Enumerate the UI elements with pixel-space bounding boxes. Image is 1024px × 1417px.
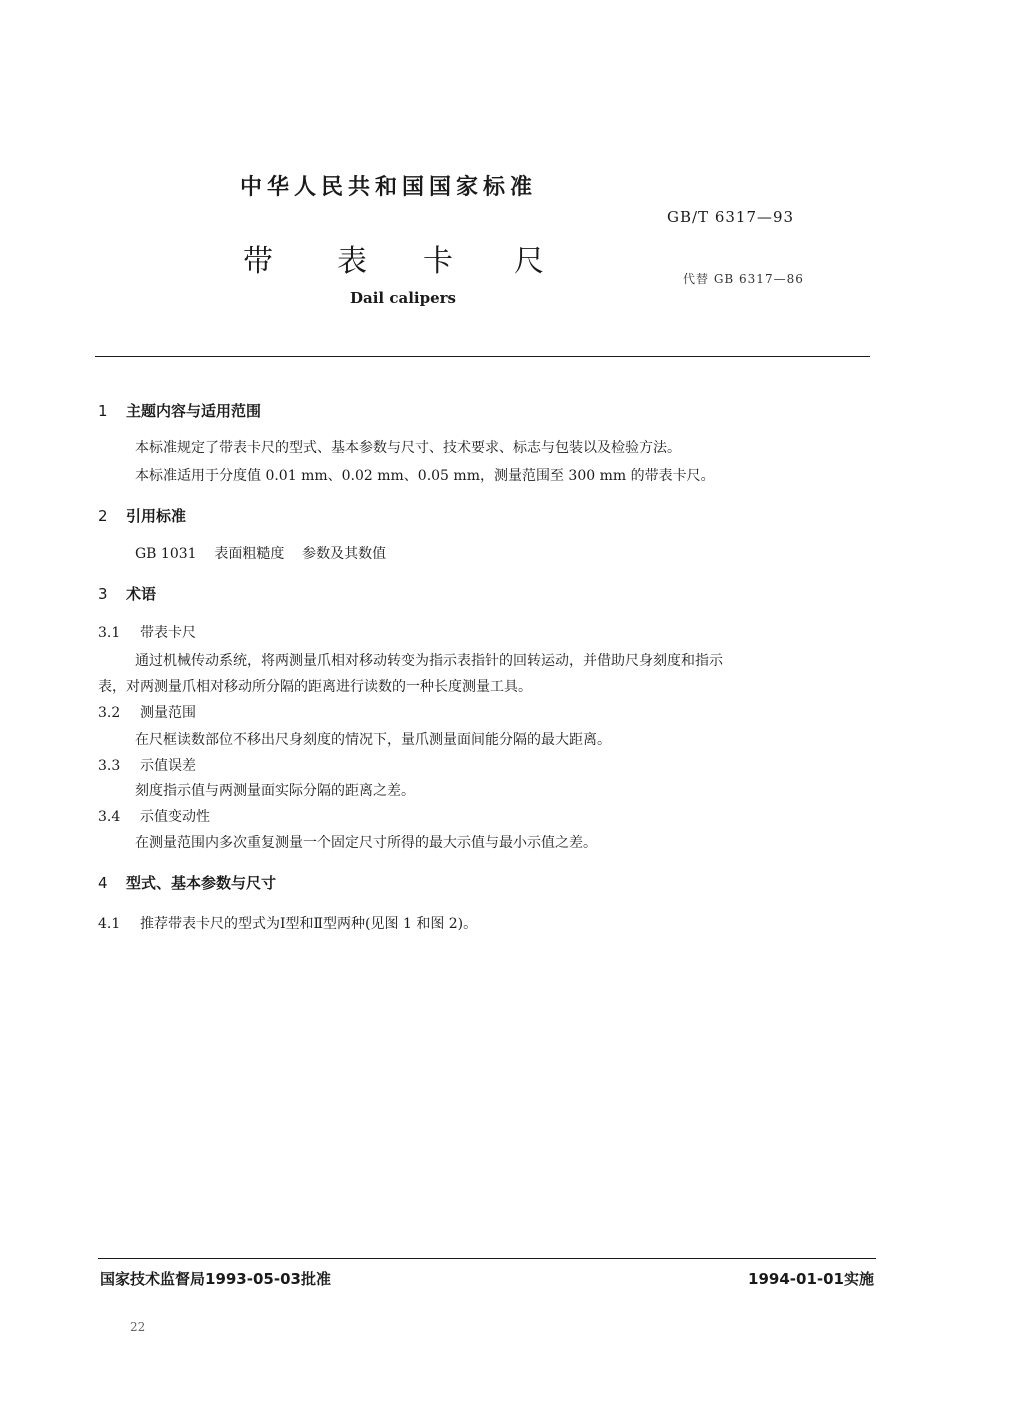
replaces-standard: 代替 GB 6317—86: [683, 272, 804, 286]
term-3-1-definition-line-1: 通过机械传动系统，将两测量爪相对移动转变为指示表指针的回转运动，并借助尺身刻度和指示: [135, 653, 723, 669]
national-standard-heading: 中华人民共和国国家标准: [240, 175, 538, 200]
clause-text: 推荐带表卡尺的型式为Ⅰ型和Ⅱ型两种(见图 1 和图 2)。: [140, 916, 478, 932]
term-3-1-definition-line-2: 表，对两测量爪相对移动所分隔的距离进行读数的一种长度测量工具。: [98, 679, 532, 695]
section-title: 术语: [126, 585, 157, 603]
term-title: 测量范围: [140, 705, 196, 721]
term-3-4-definition: 在测量范围内多次重复测量一个固定尺寸所得的最大示值与最小示值之差。: [135, 835, 597, 851]
term-3-2-heading: [98, 702, 196, 722]
term-title: 带表卡尺: [140, 625, 196, 641]
title-char-3: 卡: [423, 244, 453, 279]
header-divider: [95, 356, 870, 357]
section-4-heading: [98, 872, 276, 893]
section-number: 2: [98, 507, 108, 525]
page-number: 22: [130, 1320, 146, 1334]
term-3-2-definition: 在尺框读数部位不移出尺身刻度的情况下，量爪测量面间能分隔的最大距离。: [135, 732, 611, 748]
term-title: 示值变动性: [140, 809, 210, 825]
term-3-4-heading: [98, 806, 210, 826]
section-number: 3: [98, 585, 108, 603]
section-3-heading: [98, 583, 156, 604]
section-number: 4: [98, 874, 108, 892]
footer-divider: [98, 1258, 876, 1259]
english-title: Dail calipers: [350, 289, 456, 307]
term-title: 示值误差: [140, 758, 196, 774]
term-number: 3.4: [98, 809, 121, 825]
clause-4-1: [98, 913, 477, 933]
term-3-3-definition: 刻度指示值与两测量面实际分隔的距离之差。: [135, 783, 415, 799]
approval-line: 国家技术监督局1993-05-03批准: [100, 1270, 331, 1288]
title-char-4: 尺: [514, 244, 544, 279]
section-title: 型式、基本参数与尺寸: [126, 874, 277, 892]
term-number: 3.2: [98, 705, 121, 721]
clause-number: 4.1: [98, 916, 121, 932]
implementation-date: 1994-01-01实施: [748, 1270, 874, 1288]
title-char-2: 表: [337, 244, 367, 279]
term-number: 3.1: [98, 625, 121, 641]
term-3-1-heading: [98, 622, 196, 642]
term-number: 3.3: [98, 758, 121, 774]
section-number: 1: [98, 402, 108, 420]
standard-number: GB/T 6317—93: [667, 208, 795, 226]
term-3-3-heading: [98, 755, 196, 775]
section-2-heading: [98, 505, 186, 526]
normative-reference: GB 1031 表面粗糙度 参数及其数值: [135, 546, 387, 562]
section-title: 主题内容与适用范围: [126, 402, 262, 420]
section-1-heading: [98, 400, 261, 421]
title-char-1: 带: [243, 244, 273, 279]
section-1-paragraph-1: 本标准规定了带表卡尺的型式、基本参数与尺寸、技术要求、标志与包装以及检验方法。: [135, 440, 681, 456]
section-title: 引用标准: [126, 507, 187, 525]
section-1-paragraph-2: 本标准适用于分度值 0.01 mm、0.02 mm、0.05 mm，测量范围至 300 mm 的带表卡尺。: [135, 468, 715, 484]
